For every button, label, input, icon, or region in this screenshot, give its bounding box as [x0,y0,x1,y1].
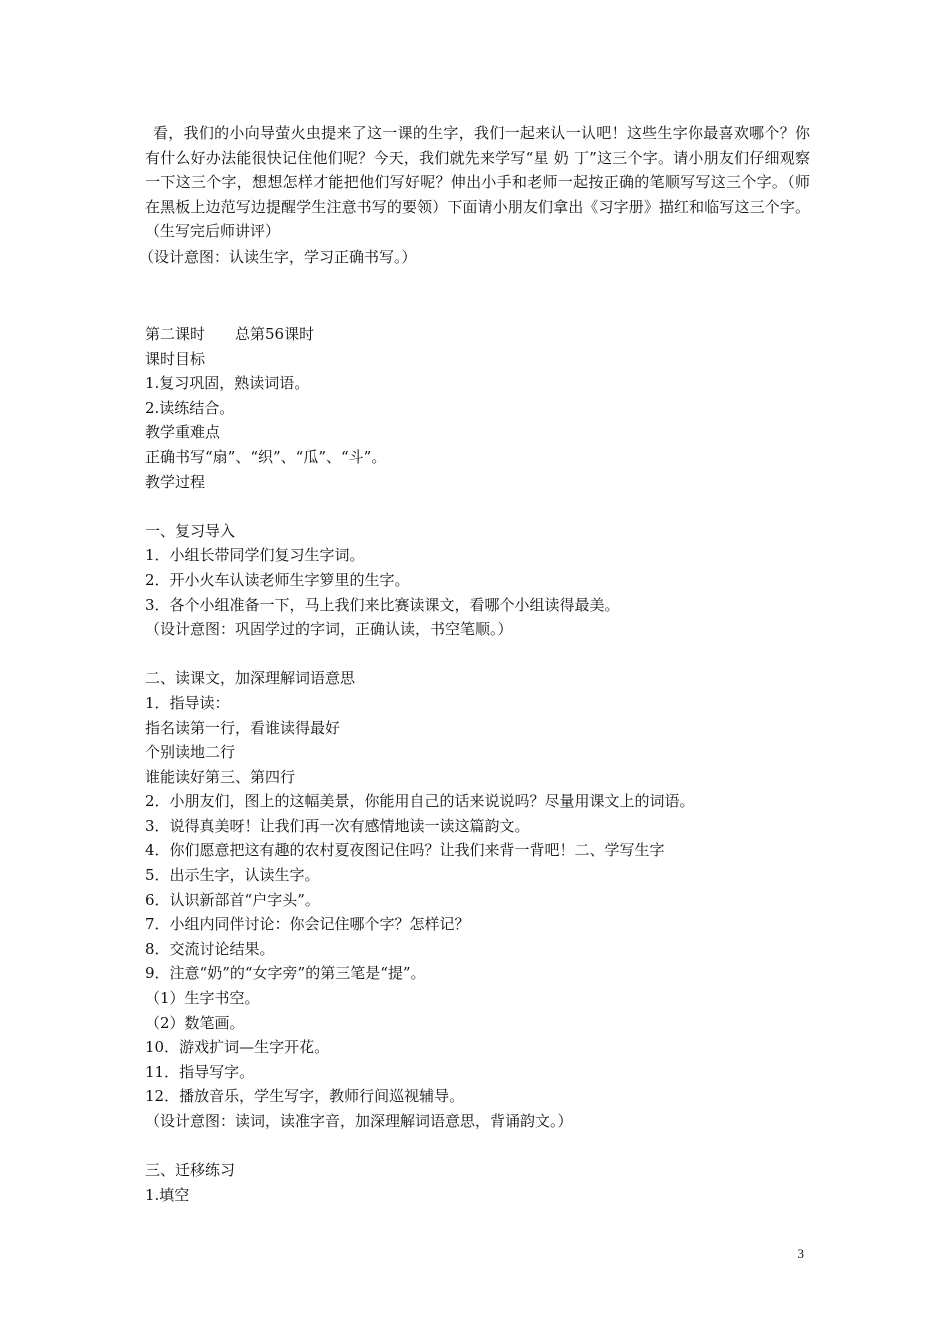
list-item: 11．指导写字。 [145,1062,255,1081]
blank-line [145,1134,825,1159]
design-note: （设计意图：读词，读准字音，加深理解词语意思，背诵韵文。） [145,1112,573,1130]
list-item: 谁能读好第三、第四行 [145,767,296,786]
intro-paragraph: 看，我们的小向导萤火虫提来了这一课的生字，我们一起来认一认吧！这些生字你最喜欢哪个？你有什么好办法能很快记住他们呢？今天，我们就先来学写“星 奶 丁”这三个字。请小朋友们仔细观察一下这三个字，想想怎样才能把他们写好呢？伸出小手和老师一起按正确的笔顺写写这三个字。（师在黑板上边范写边提醒学生注意书写的要领）下面请小朋友们拿出《习字册》描红和临写这三个字。（生写完后师讲评） [145,124,810,240]
list-item: 12．播放音乐，学生写字，教师行间巡视辅导。 [145,1087,465,1106]
blank-line [145,494,825,519]
intro-design-note: （设计意图：认读生字，学习正确书写。） [139,248,417,266]
list-item: 7．小组内同伴讨论：你会记住哪个字？怎样记？ [145,915,470,934]
list-item: 2．小朋友们，图上的这幅美景，你能用自己的话来说说吗？尽量用课文上的词语。 [145,792,695,811]
list-item: 8．交流讨论结果。 [145,939,275,958]
list-item: 1．小组长带同学们复习生字词。 [145,546,365,565]
lesson-header: 第二课时 总第56课时 [145,325,315,343]
design-note: （设计意图：巩固学过的字词，正确认读，书空笔顺。） [145,620,513,639]
list-item: 10．游戏扩词—生字开花。 [145,1038,330,1057]
list-item: 5．出示生字，认读生字。 [145,866,320,885]
list-item: 3．说得真美呀！让我们再一次有感情地读一读这篇韵文。 [145,816,530,835]
list-item: （2）数笔画。 [145,1013,245,1032]
goal-item: 2.读练结合。 [145,398,235,417]
list-item: 9．注意“奶”的“女字旁”的第三笔是“提”。 [145,964,426,983]
goal-item: 1.复习巩固，熟读词语。 [145,374,310,393]
list-item: 6．认识新部首“户字头”。 [145,890,320,909]
key-points-text: 正确书写“扇”、“织”、“瓜”、“斗”。 [145,447,387,466]
list-item: 1．指导读： [145,693,230,712]
goals-heading: 课时目标 [145,349,206,368]
section-1-heading: 一、复习导入 [145,521,236,540]
blank-line [145,642,825,667]
list-item: 1.填空 [145,1185,190,1204]
section-2-heading: 二、读课文，加深理解词语意思 [145,669,356,688]
section-3-heading: 三、迁移练习 [145,1161,236,1180]
key-points-heading: 教学重难点 [145,423,221,442]
list-item: 3．各个小组准备一下，马上我们来比赛读课文，看哪个小组读得最美。 [145,595,620,614]
page-number: 3 [797,1246,804,1261]
list-item: 4．你们愿意把这有趣的农村夏夜图记住吗？让我们来背一背吧！二、学写生字 [145,841,665,860]
list-item: 指名读第一行，看谁读得最好 [145,718,341,737]
list-item: （1）生字书空。 [145,989,260,1008]
list-item: 2．开小火车认读老师生字箩里的生字。 [145,570,410,589]
process-heading: 教学过程 [145,472,206,491]
list-item: 个别读地二行 [145,743,236,762]
lesson-content [145,322,825,1207]
